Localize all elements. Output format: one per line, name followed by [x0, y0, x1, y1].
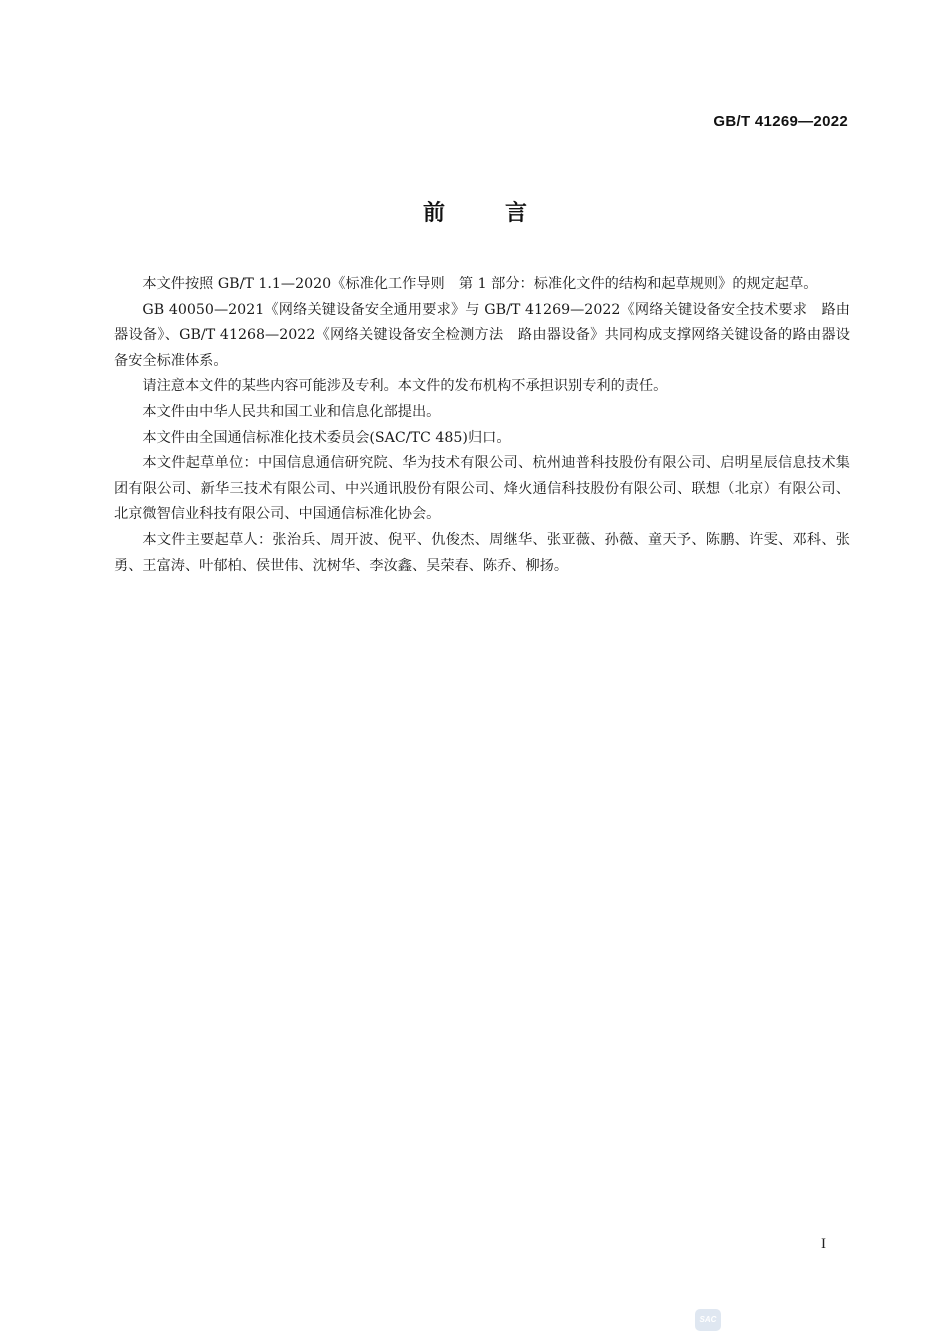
paragraph-standard-system: GB 40050—2021《网络关键设备安全通用要求》与 GB/T 41269—2022《网络关键设备安全技术要求 路由器设备》、GB/T 41268—2022《网络关键设备安全检测方法 路由器设备》共同构成支撑网络关键设备的路由器设备安全标准体系。: [114, 301, 850, 369]
paragraph-patent-notice: 请注意本文件的某些内容可能涉及专利。本文件的发布机构不承担识别专利的责任。: [142, 378, 668, 395]
page-number: I: [821, 1236, 826, 1252]
page-title: 前言: [422, 201, 587, 226]
paragraph-administrator: 本文件由全国通信标准化技术委员会(SAC/TC 485)归口。: [142, 429, 511, 446]
foreword-body: [114, 272, 850, 579]
paragraph-drafting-units: 本文件起草单位：中国信息通信研究院、华为技术有限公司、杭州迪普科技股份有限公司、启明星辰信息技术集团有限公司、新华三技术有限公司、中兴通讯股份有限公司、烽火通信科技股份有限公司、联想（北京）有限公司、北京微智信业科技有限公司、中国通信标准化协会。: [114, 455, 850, 523]
sac-watermark-logo: SAC: [695, 1309, 721, 1331]
paragraph-proposer: 本文件由中华人民共和国工业和信息化部提出。: [142, 403, 441, 420]
standard-code: GB/T 41269—2022: [713, 113, 848, 130]
paragraph-drafters: 本文件主要起草人：张治兵、周开波、倪平、仇俊杰、周继华、张亚薇、孙薇、童天予、陈鹏、许雯、邓科、张勇、王富涛、叶郁柏、侯世伟、沈树华、李汝鑫、吴荣春、陈乔、柳扬。: [114, 531, 850, 574]
paragraph-drafting-rules: 本文件按照 GB/T 1.1—2020《标准化工作导则 第 1 部分：标准化文件的结构和起草规则》的规定起草。: [142, 276, 818, 292]
